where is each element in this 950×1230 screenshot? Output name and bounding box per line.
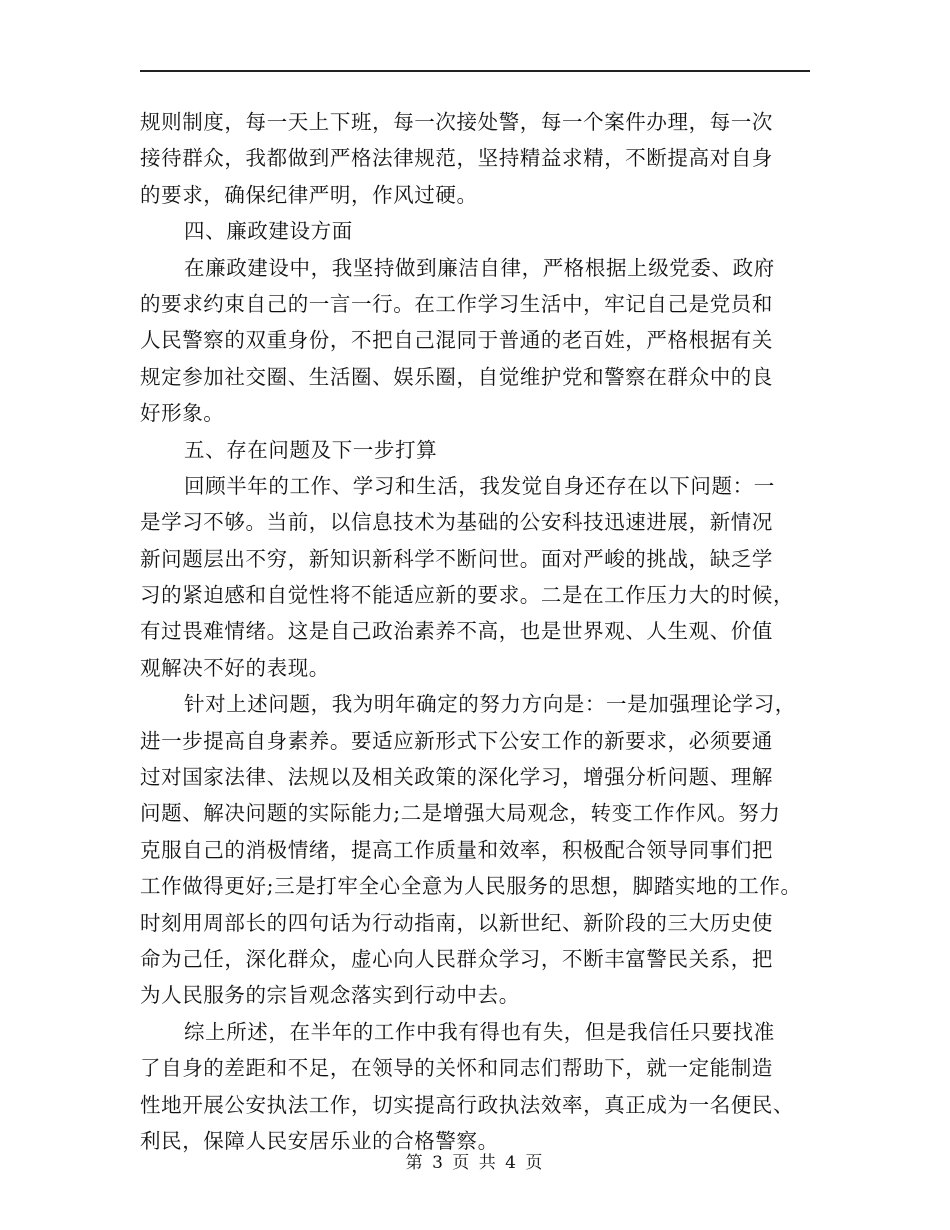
body-line: 接待群众，我都做到严格法律规范，坚持精益求精，不断提高对自身 [140, 146, 773, 171]
body-line: 习的紧迫感和自觉性将不能适应新的要求。二是在工作压力大的时候， [140, 583, 795, 608]
body-line: 规则制度，每一天上下班，每一次接处警，每一个案件办理，每一次 [140, 110, 773, 134]
header-rule [140, 70, 810, 72]
body-line: 规定参加社交圈、生活圈、娱乐圈，自觉维护党和警察在群众中的良 [140, 364, 773, 389]
body-line: 性地开展公安执法工作，切实提高行政执法效率，真正成为一名便民、 [140, 1092, 795, 1117]
body-line: 的要求，确保纪律严明，作风过硬。 [140, 182, 478, 207]
body-line: 的要求约束自己的一言一行。在工作学习生活中，牢记自己是党员和 [140, 291, 773, 316]
body-line: 新问题层出不穷，新知识新科学不断问世。面对严峻的挑战，缺乏学 [140, 546, 773, 571]
page-number-footer: 第 3 页 共 4 页 [405, 1153, 545, 1173]
body-line: 命为己任，深化群众，虚心向人民群众学习，不断丰富警民关系，把 [140, 946, 773, 971]
body-line: 在廉政建设中，我坚持做到廉洁自律，严格根据上级党委、政府 [184, 255, 775, 280]
body-line: 回顾半年的工作、学习和生活，我发觉自身还存在以下问题：一 [184, 473, 775, 498]
body-line: 人民警察的双重身份，不把自己混同于普通的老百姓，严格根据有关 [140, 328, 773, 353]
body-line: 观解决不好的表现。 [140, 655, 330, 680]
body-line: 好形象。 [140, 401, 225, 426]
body-line: 进一步提高自身素养。要适应新形式下公安工作的新要求，必须要通 [140, 728, 773, 753]
section-heading: 五、存在问题及下一步打算 [184, 437, 438, 462]
body-line: 工作做得更好;三是打牢全心全意为人民服务的思想，脚踏实地的工作。 [140, 874, 802, 899]
body-line: 有过畏难情绪。这是自己政治素养不高，也是世界观、人生观、价值 [140, 619, 773, 644]
body-line: 综上所述，在半年的工作中我有得也有失，但是我信任只要找准 [184, 1019, 775, 1044]
body-line: 过对国家法律、法规以及相关政策的深化学习，增强分析问题、理解 [140, 765, 773, 790]
document-body [140, 104, 820, 1159]
body-line: 为人民服务的宗旨观念落实到行动中去。 [140, 983, 520, 1008]
body-line: 利民，保障人民安居乐业的合格警察。 [140, 1128, 499, 1153]
body-line: 时刻用周部长的四句话为行动指南，以新世纪、新阶段的三大历史使 [140, 910, 773, 935]
body-line: 克服自己的消极情绪，提高工作质量和效率，积极配合领导同事们把 [140, 837, 773, 862]
body-line: 针对上述问题，我为明年确定的努力方向是：一是加强理论学习， [184, 692, 796, 717]
body-line: 了自身的差距和不足，在领导的关怀和同志们帮助下，就一定能制造 [140, 1056, 773, 1081]
body-line: 问题、解决问题的实际能力;二是增强大局观念，转变工作作风。努力 [140, 801, 781, 826]
section-heading: 四、廉政建设方面 [184, 219, 353, 244]
body-line: 是学习不够。当前，以信息技术为基础的公安科技迅速进展，新情况 [140, 510, 773, 535]
